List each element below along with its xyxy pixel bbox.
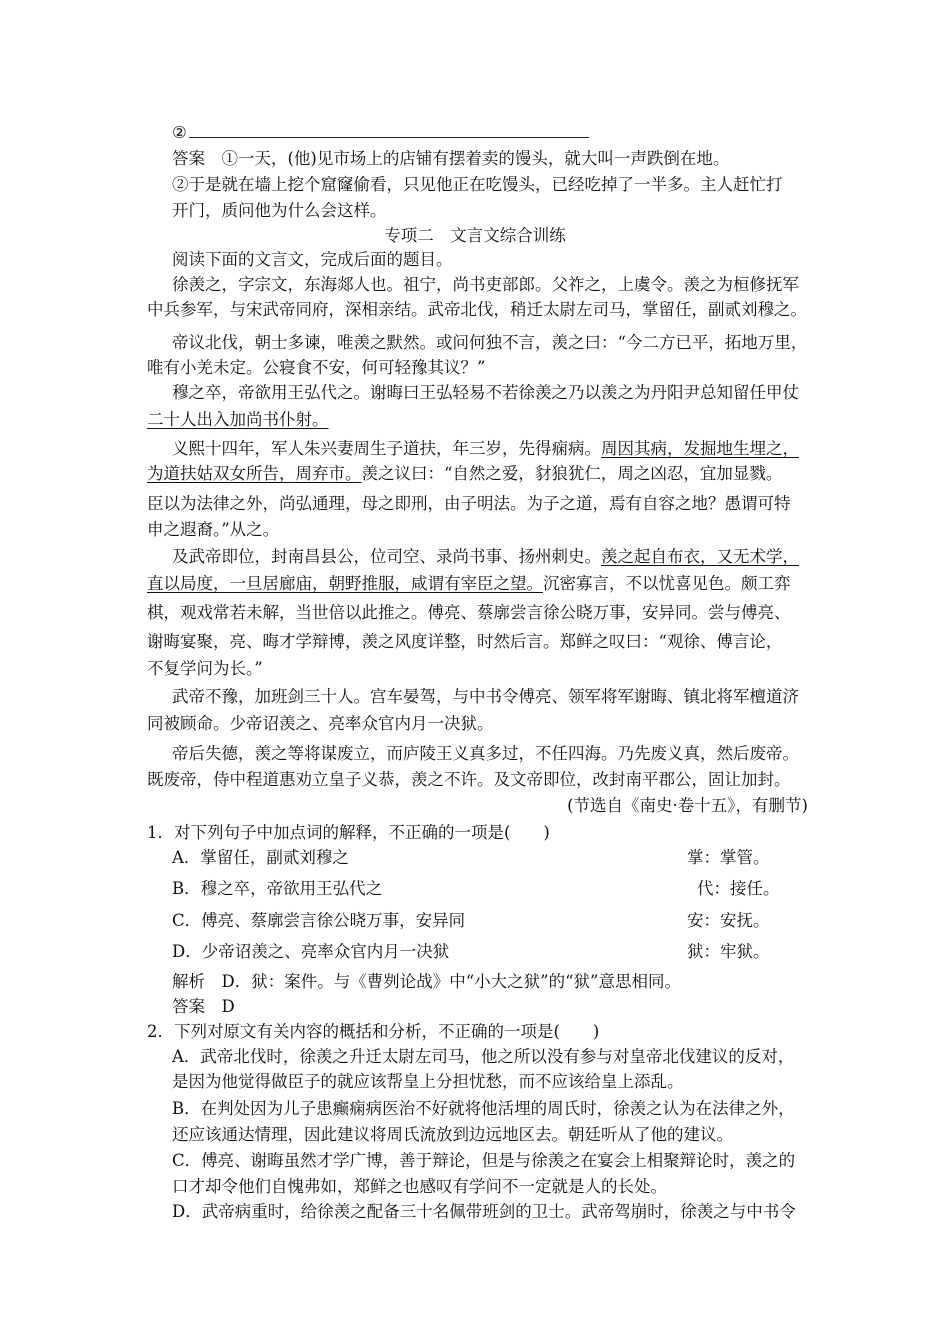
answer-blank-line xyxy=(172,121,852,145)
question-1-analysis: 解析 D．狱：案件。与《曹刿论战》中“小大之狱”的“狱”意思相同。 xyxy=(172,972,681,991)
answer-line: 开门，质问他为什么会这样。 xyxy=(172,201,387,220)
passage-line: 臣以为法律之外，尚弘通理，母之即刑，由子明法。为子之道，焉有自容之地？愚谓可特 xyxy=(147,494,791,513)
passage-line: 申之遐裔。”从之。 xyxy=(147,520,280,539)
section-title: 专项二 文言文综合训练 xyxy=(384,226,566,245)
question-1-option xyxy=(172,877,852,901)
underlined-sentence: 周因其病，发掘地生埋之， xyxy=(601,439,799,458)
option-text: D．少帝诏羡之、亮率众官内月一决狱 xyxy=(172,942,450,961)
answer-line: ②于是就在墙上挖个窟窿偷看，只见他正在吃馒头，已经吃掉了一半多。主人赶忙打 xyxy=(172,175,783,194)
underlined-sentence: 羡之起自布衣，又无术学， xyxy=(601,547,799,566)
passage-line: 不复学问为长。” xyxy=(147,659,263,678)
question-2-line: C．傅亮、谢晦虽然才学广博，善于辩论，但是与徐羡之在宴会上相聚辩论时，羡之的 xyxy=(172,1151,796,1170)
question-2-line: 还应该通达情理，因此建议将周氏流放到边远地区去。朝廷听从了他的建议。 xyxy=(172,1125,733,1144)
passage-line-underlined: 二十人出入加尚书仆射。 xyxy=(147,410,329,429)
answer-line: 答案 ①一天，(他)见市场上的店铺有摆着卖的馒头，就大叫一声跌倒在地。 xyxy=(172,149,730,168)
option-text: A．掌留任，副贰刘穆之 xyxy=(172,848,349,867)
option-gloss: 安：安抚。 xyxy=(687,911,770,930)
question-2-line: A．武帝北伐时，徐羡之升迁太尉左司马，他之所以没有参与对皇帝北伐建议的反对， xyxy=(172,1047,795,1066)
passage-line: 穆之卒，帝欲用王弘代之。谢晦曰王弘轻易不若徐羡之乃以羡之为丹阳尹总知留任甲仗 xyxy=(172,383,799,402)
passage-line: 帝议北伐，朝士多谏，唯羡之默然。或问何独不言，羡之曰：“今二方已平，拓地万里， xyxy=(172,333,808,352)
question-2-line: D．武帝病重时，给徐羡之配备三十名佩带班剑的卫士。武帝驾崩时，徐羡之与中书令 xyxy=(172,1202,796,1221)
passage-text: 羡之议曰：“自然之爱，豺狼犹仁，周之凶忍，宜加显戮。 xyxy=(361,464,783,483)
instruction: 阅读下面的文言文，完成后面的题目。 xyxy=(172,250,453,269)
passage-line xyxy=(172,545,852,569)
fill-blank xyxy=(189,121,589,138)
underlined-sentence: 直以局度，一旦居廊庙，朝野推服，咸谓有宰臣之望。 xyxy=(147,574,543,593)
question-2-line: B．在判处因为儿子患癫痫病医治不好就将他活埋的周氏时，徐羡之认为在法律之外， xyxy=(172,1099,795,1118)
underlined-sentence: 为道扶姑双女所告，周弃市。 xyxy=(147,464,362,483)
passage-line: 武帝不豫，加班剑三十人。宫车晏驾，与中书令傅亮、领军将军谢晦、镇北将军檀道济 xyxy=(172,687,799,706)
passage-line: 谢晦宴聚，亮、晦才学辩博，羡之风度详整，时然后言。郑鲜之叹曰：“观徐、傅言论， xyxy=(147,632,783,651)
passage-text: 义熙十四年，军人朱兴妻周生子道扶，年三岁，先得痫病。 xyxy=(172,439,601,458)
passage-line xyxy=(172,437,852,461)
option-gloss: 代：接任。 xyxy=(697,879,780,898)
passage-line: 帝后失德，羡之等将谋废立，而庐陵王义真多过，不任四海。乃先废义真，然后废帝。 xyxy=(172,744,799,763)
passage-text: 及武帝即位，封南昌县公，位司空、录尚书事、扬州刺史。 xyxy=(172,547,601,566)
question-2-stem: 2．下列对原文有关内容的概括和分析，不正确的一项是( ) xyxy=(147,1022,600,1041)
passage-line: 徐羡之，字宗文，东海郯人也。祖宁，尚书吏部郎。父祚之，上虞令。羡之为桓修抚军 xyxy=(172,275,799,294)
option-text: C．傅亮、蔡廓尝言徐公晓万事，安异同 xyxy=(172,911,466,930)
question-2-line: 是因为他觉得做臣子的就应该帮皇上分担忧愁，而不应该给皇上添乱。 xyxy=(172,1072,684,1091)
passage-line xyxy=(147,462,827,486)
question-2-line: 口才却令他们自愧弗如，郑鲜之也感叹有学问不一定就是人的长处。 xyxy=(172,1177,667,1196)
option-gloss: 狱：牢狱。 xyxy=(687,942,770,961)
question-1-answer: 答案 D xyxy=(172,997,235,1016)
source-citation: (节选自《南史·卷十五》，有删节) xyxy=(567,796,808,815)
passage-text: 沉密寡言，不以忧喜见色。颇工弈 xyxy=(543,574,791,593)
passage-line: 中兵参军，与宋武帝同府，深相亲结。武帝北伐，稍迁太尉左司马，掌留任，副贰刘穆之。 xyxy=(147,300,807,319)
question-1-option xyxy=(172,940,852,964)
passage-line: 唯有小羌未定。公寝食不安，何可轻豫其议？” xyxy=(147,358,486,377)
circled-two-marker: ② xyxy=(172,123,187,142)
question-1-option xyxy=(172,846,852,870)
passage-line xyxy=(147,572,827,596)
option-text: B．穆之卒，帝欲用王弘代之 xyxy=(172,879,383,898)
option-gloss: 掌：掌管。 xyxy=(687,848,770,867)
question-1-option xyxy=(172,909,852,933)
passage-line: 既废帝，侍中程道惠劝立皇子义恭，羡之不许。及文帝即位，改封南平郡公，固让加封。 xyxy=(147,770,791,789)
question-1-stem: 1．对下列句子中加点词的解释，不正确的一项是( ) xyxy=(147,823,550,842)
passage-line: 棋，观戏常若未解，当世倍以此推之。傅亮、蔡廓尝言徐公晓万事，安异同。尝与傅亮、 xyxy=(147,603,791,622)
passage-line: 同被顾命。少帝诏羡之、亮率众官内月一决狱。 xyxy=(147,714,494,733)
